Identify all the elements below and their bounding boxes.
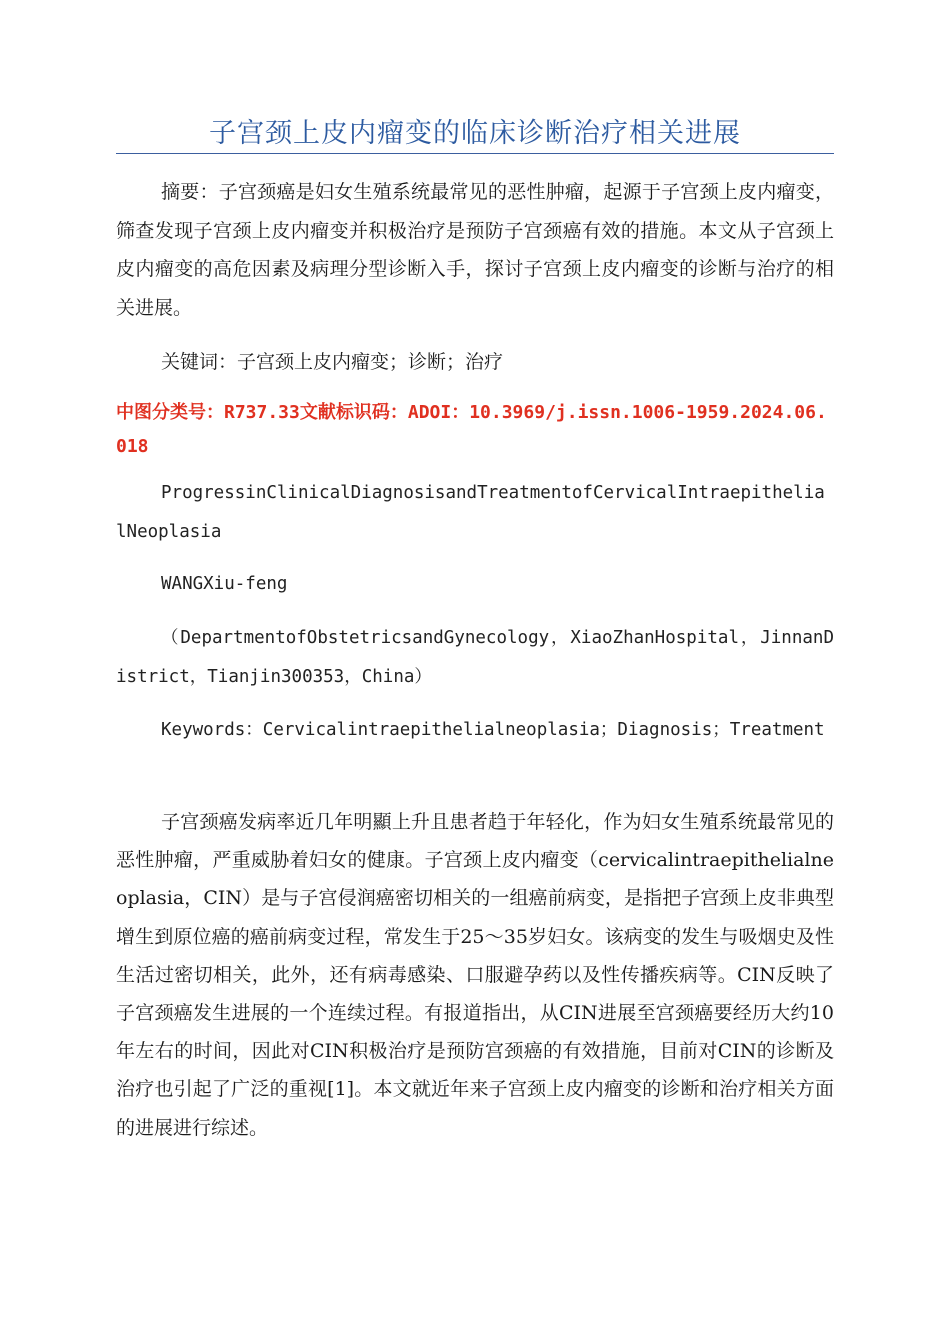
keywords-cn: 关键词：子宫颈上皮内瘤变；诊断；治疗 <box>161 351 504 373</box>
author-en: WANGXiu-feng <box>161 574 288 594</box>
title-en: ProgressinClinicalDiagnosisandTreatmentofCervicalIntraepithelialNeoplasia <box>116 483 825 542</box>
keywords-en: Keywords：Cervicalintraepithelialneoplasia；Diagnosis；Treatment <box>161 720 825 740</box>
article-title: 子宫颈上皮内瘤变的临床诊断治疗相关进展 <box>209 118 741 149</box>
body-paragraph: 子宫颈癌发病率近几年明顯上升且患者趋于年轻化，作为妇女生殖系统最常见的恶性肿瘤，严重威胁着妇女的健康。子宫颈上皮内瘤变（cervicalintraepithelialneoplasia，CIN）是与子宫侵润癌密切相关的一组癌前病变，是指把子宫颈上皮非典型增生到原位癌的癌前病变过程，常发生于25～35岁妇女。该病变的发生与吸烟史及性生活过密切相关，此外，还有病毒感染、口服避孕药以及性传播疾病等。CIN反映了子宫颈癌发生进展的一个连续过程。有报道指出，从CIN进展至宫颈癌要经历大约10年左右的时间，因此对CIN积极治疗是预防宫颈癌的有效措施，目前对CIN的诊断及治疗也引起了广泛的重视[1]。本文就近年来子宫颈上皮内瘤变的诊断和治疗相关方面的进展进行综述。 <box>116 811 834 1139</box>
affiliation-en: （DepartmentofObstetricsandGynecology，XiaoZhanHospital，JinnanDistrict，Tianjin300353，China） <box>116 628 834 687</box>
abstract-cn: 摘要：子宫颈癌是妇女生殖系统最常见的恶性肿瘤，起源于子宫颈上皮内瘤变，筛查发现子宫颈上皮内瘤变并积极治疗是预防子宫颈癌有效的措施。本文从子宫颈上皮内瘤变的高危因素及病理分型诊断入手，探讨子宫颈上皮内瘤变的诊断与治疗的相关进展。 <box>116 181 834 319</box>
classification-doi: 中图分类号：R737.33文献标识码：ADOI：10.3969/j.issn.1006-1959.2024.06.018 <box>116 402 827 457</box>
title-underline <box>116 153 834 154</box>
